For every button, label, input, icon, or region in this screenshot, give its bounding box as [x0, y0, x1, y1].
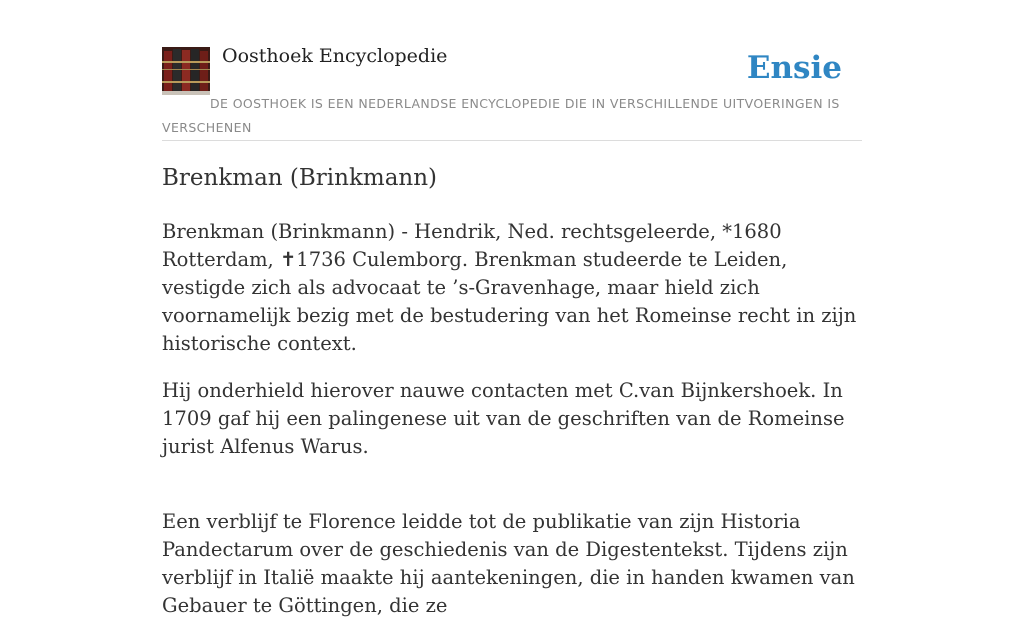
- site-header: [162, 40, 862, 141]
- article-paragraph: Een verblijf te Florence leidde tot de publikatie van zijn Historia Pandectarum over de geschiedenis van de Digestentekst. Tijdens zijn verblijf in Italië maakte hij aantekeningen, die in handen kwamen van Gebauer te Göttingen, die ze: [162, 510, 855, 617]
- site-tagline: DE OOSTHOEK IS EEN NEDERLANDSE ENCYCLOPEDIE DIE IN VERSCHILLENDE UITVOERINGEN IS VERSCHENEN: [162, 96, 840, 135]
- article-title: Brenkman (Brinkmann): [162, 165, 438, 191]
- article-paragraph: Hij onderhield hierover nauwe contacten met C.van Bijnkershoek. In 1709 gaf hij een palingenese uit van de geschriften van de Romeinse jurist Alfenus Warus.: [162, 379, 845, 458]
- encyclopedia-avatar[interactable]: [162, 47, 210, 95]
- site-title[interactable]: Oosthoek Encyclopedie: [222, 45, 448, 67]
- book-spines-icon: [162, 47, 210, 95]
- ensie-logo[interactable]: Ensie: [746, 50, 842, 86]
- article: [162, 160, 862, 639]
- article-paragraph: Brenkman (Brinkmann) - Hendrik, Ned. rechtsgeleerde, *1680 Rotterdam, ✝1736 Culemborg. Brenkman studeerde te Leiden, vestigde zich als advocaat te ’s-Gravenhage, maar hield zich voornamelijk bezig met de bestudering van het Romeinse recht in zijn historische context.: [162, 220, 857, 355]
